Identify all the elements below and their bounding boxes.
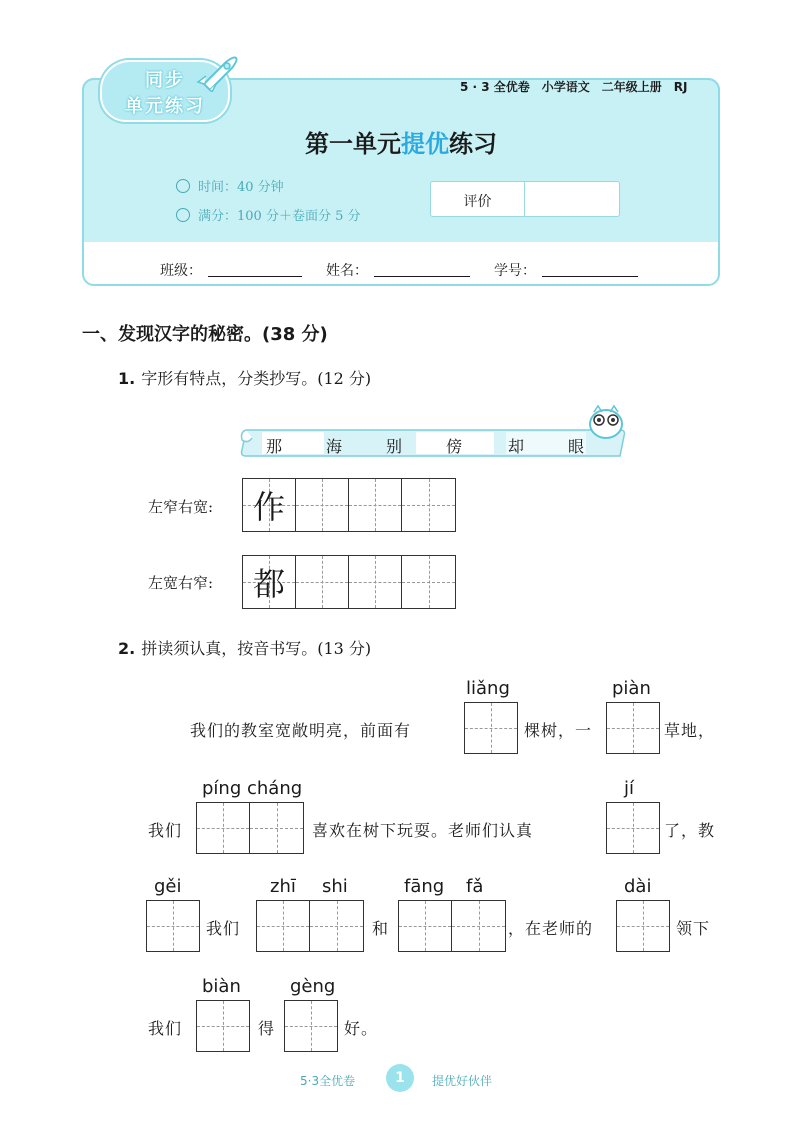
owl-mascot-icon xyxy=(584,400,628,440)
passage-text: 草地， xyxy=(664,721,716,740)
section-title: 一、发现汉字的秘密。(38 分) xyxy=(82,324,328,345)
name-field[interactable] xyxy=(374,276,470,277)
pinyin-shi: shi xyxy=(322,876,348,897)
writing-cell[interactable] xyxy=(197,1001,249,1051)
pinyin-fang: fāng xyxy=(404,876,445,897)
pinyin-bian: biàn xyxy=(202,976,241,997)
writing-cell[interactable] xyxy=(402,556,455,608)
passage-text: ，在老师的 xyxy=(508,919,594,938)
writing-cell[interactable] xyxy=(349,479,402,531)
question-1 xyxy=(118,366,371,389)
writing-cell[interactable] xyxy=(607,803,659,853)
series-label: 5 · 3 全优卷 小学语文 二年级上册 RJ xyxy=(460,80,688,94)
evaluation-label: 评价 xyxy=(463,194,492,210)
score-info xyxy=(176,205,360,224)
wide-left-narrow-right-label: 左宽右窄: xyxy=(148,574,214,592)
title-part2: 练习 xyxy=(449,130,497,158)
writing-grid-row-1 xyxy=(242,478,456,532)
question-2-text: 拼读须认真，按音书写。(13 分) xyxy=(141,639,372,658)
pinyin-liang: liǎng xyxy=(466,678,510,699)
writing-cell[interactable] xyxy=(465,703,517,753)
answer-grid-geng xyxy=(284,1000,338,1052)
passage-text: 我们的教室宽敞明亮，前面有 xyxy=(190,721,412,740)
passage-text: 我们 xyxy=(148,821,183,840)
writing-cell[interactable] xyxy=(285,1001,337,1051)
scroll-char-2: 海 xyxy=(326,437,343,456)
student-id-label: 学号： xyxy=(494,263,536,279)
answer-grid-zhishi xyxy=(256,900,364,952)
answer-grid-fangfa xyxy=(398,900,506,952)
writing-cell[interactable] xyxy=(349,556,402,608)
writing-cell[interactable] xyxy=(310,901,363,951)
passage-text: 领下 xyxy=(676,919,711,938)
class-label: 班级： xyxy=(160,263,202,279)
scroll-char-1: 那 xyxy=(266,437,283,456)
student-id-field[interactable] xyxy=(542,276,638,277)
footer-slogan: 提优好伙伴 xyxy=(432,1074,493,1088)
pinyin-zhi: zhī xyxy=(270,876,296,897)
answer-grid-gei xyxy=(146,900,200,952)
pinyin-dai: dài xyxy=(624,876,652,897)
question-1-text: 字形有特点，分类抄写。(12 分) xyxy=(141,369,372,388)
rocket-icon xyxy=(196,52,240,92)
answer-grid-ji xyxy=(606,802,660,854)
question-1-number: 1. xyxy=(118,369,136,388)
question-2 xyxy=(118,636,371,659)
passage-text: 棵树，一 xyxy=(524,721,593,740)
writing-cell xyxy=(243,479,296,531)
answer-grid-bian xyxy=(196,1000,250,1052)
pinyin-geng: gèng xyxy=(290,976,336,997)
scroll-char-5: 却 xyxy=(508,437,525,456)
writing-cell[interactable] xyxy=(257,901,310,951)
scroll-char-6: 眼 xyxy=(568,437,585,456)
writing-cell[interactable] xyxy=(296,479,349,531)
narrow-left-wide-right-label: 左窄右宽: xyxy=(148,498,214,516)
page-title xyxy=(82,124,720,159)
class-field[interactable] xyxy=(208,276,302,277)
title-part1: 第一单元 xyxy=(305,130,401,158)
page-number: 1 xyxy=(386,1064,414,1092)
badge-text-line2: 单元练习 xyxy=(125,96,205,117)
example-char: 都 xyxy=(252,565,285,603)
pinyin-fa: fǎ xyxy=(466,876,484,897)
writing-cell[interactable] xyxy=(607,703,659,753)
clock-icon xyxy=(176,179,190,193)
writing-cell[interactable] xyxy=(296,556,349,608)
writing-cell[interactable] xyxy=(402,479,455,531)
passage-text: 我们 xyxy=(206,919,241,938)
passage-text: 了，教 xyxy=(664,821,716,840)
writing-cell[interactable] xyxy=(197,803,250,853)
name-label: 姓名： xyxy=(326,263,368,279)
pinyin-ji: jí xyxy=(624,778,635,799)
answer-grid-liang xyxy=(464,702,518,754)
pinyin-gei: gěi xyxy=(154,876,182,897)
time-info xyxy=(176,176,284,195)
passage-text: 喜欢在树下玩耍。老师们认真 xyxy=(312,821,534,840)
writing-grid-row-2 xyxy=(242,555,456,609)
passage-text: 好。 xyxy=(344,1019,379,1038)
title-highlight: 提优 xyxy=(401,130,449,158)
answer-grid-pingchang xyxy=(196,802,304,854)
writing-cell xyxy=(243,556,296,608)
pinyin-pingchang: píng cháng xyxy=(202,778,303,799)
writing-cell[interactable] xyxy=(250,803,303,853)
writing-cell[interactable] xyxy=(147,901,199,951)
passage-text: 得 xyxy=(258,1019,276,1038)
scroll-char-4: 傍 xyxy=(446,437,463,456)
time-text: 时间：40 分钟 xyxy=(198,180,284,195)
writing-cell[interactable] xyxy=(399,901,452,951)
score-text: 满分：100 分＋卷面分 5 分 xyxy=(198,209,361,224)
passage-text: 和 xyxy=(372,919,390,938)
pinyin-pian: piàn xyxy=(612,678,651,699)
scroll-char-3: 别 xyxy=(386,437,403,456)
answer-grid-dai xyxy=(616,900,670,952)
badge-text-line1: 同步 xyxy=(145,70,185,91)
footer-series: 5·3全优卷 xyxy=(300,1074,356,1088)
writing-cell[interactable] xyxy=(617,901,669,951)
question-2-number: 2. xyxy=(118,639,136,658)
passage-text: 我们 xyxy=(148,1019,183,1038)
check-circle-icon xyxy=(176,208,190,222)
example-char: 作 xyxy=(252,488,285,526)
answer-grid-pian xyxy=(606,702,660,754)
writing-cell[interactable] xyxy=(452,901,505,951)
